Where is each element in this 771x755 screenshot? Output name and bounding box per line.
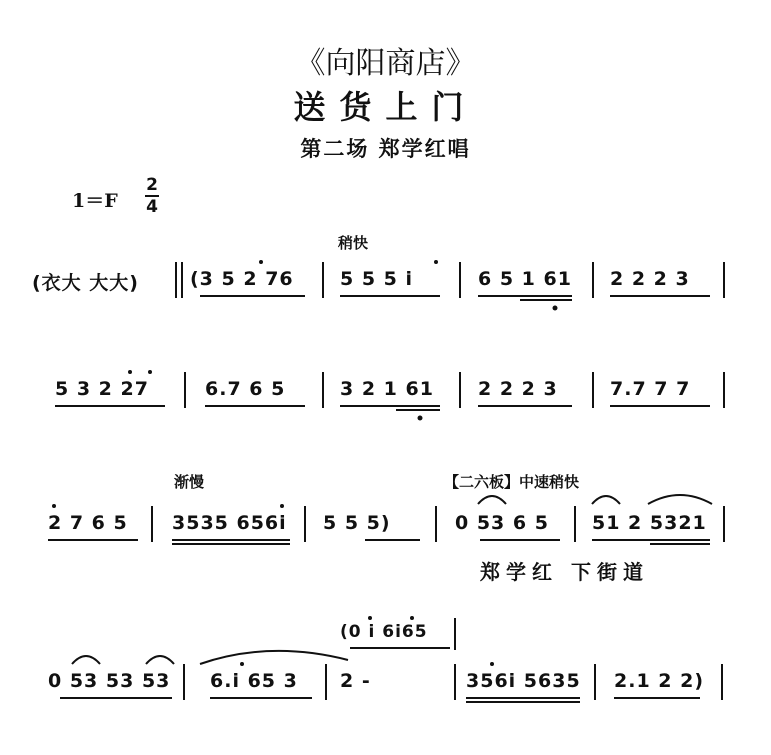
octave-dot <box>490 662 494 666</box>
octave-dot <box>259 260 263 264</box>
octave-dot <box>240 662 244 666</box>
measure-r3-1: 2 7 6 5 <box>48 512 128 534</box>
octave-dot <box>410 616 414 620</box>
measure-r1-5: 2 2 2 3 <box>610 268 690 290</box>
octave-dot <box>418 416 423 421</box>
measure-r4-5: 2.1 2 2) <box>614 670 705 692</box>
slur <box>72 656 100 664</box>
octave-dot <box>128 370 132 374</box>
octave-dot <box>280 504 284 508</box>
tempo-mark-1: 稍快 <box>338 234 369 252</box>
measure-r3-3: 5 5 5) <box>323 512 391 534</box>
key-signature: 1＝F <box>72 190 118 212</box>
octave-dot <box>368 616 372 620</box>
lyric-line-1: 郑学红 下街道 <box>480 560 649 584</box>
opera-title: 《向阳商店》 <box>295 46 476 81</box>
measure-r3-4: 0 53 6 5 <box>455 512 549 534</box>
parenthesized-passage: (0 i 6i65 <box>340 622 428 642</box>
slurs <box>72 495 712 664</box>
measure-r2-4: 2 2 2 3 <box>478 378 558 400</box>
octave-dots <box>52 260 558 666</box>
slur <box>592 496 620 504</box>
measure-r1-1: (衣大 大大) <box>32 272 139 294</box>
measure-r2-3: 3 2 1 61 <box>340 378 434 400</box>
measure-r1-4: 6 5 1 61 <box>478 268 572 290</box>
scene-credit: 第二场 郑学红唱 <box>300 137 471 161</box>
measure-r2-2: 6.7 6 5 <box>205 378 286 400</box>
slur <box>648 495 712 504</box>
tempo-mark-3: 【二六板】中速稍快 <box>444 473 580 491</box>
tempo-mark-2: 渐慢 <box>174 473 205 491</box>
slur <box>478 496 506 504</box>
measure-r3-5: 51 2 5321 <box>592 512 707 534</box>
measure-r1-2: (3 5 2 76 <box>190 268 294 290</box>
time-signature-bottom: 4 <box>146 197 158 217</box>
slur <box>200 651 348 664</box>
bar-lines <box>152 262 724 700</box>
slur <box>146 656 174 664</box>
octave-dot <box>553 306 558 311</box>
measure-r4-2: 6.i 65 3 <box>210 670 298 692</box>
measure-r4-3: 2 - <box>340 670 371 692</box>
song-title: 送货上门 <box>293 88 478 126</box>
underlines <box>48 296 710 702</box>
measure-r4-4: 356i 5635 <box>466 670 581 692</box>
measure-r1-3: 5 5 5 i <box>340 268 414 290</box>
measure-r2-5: 7.7 7 7 <box>610 378 691 400</box>
octave-dot <box>52 504 56 508</box>
measure-r2-1: 5 3 2 27 <box>55 378 149 400</box>
time-signature-top: 2 <box>146 175 158 195</box>
octave-dot <box>434 260 438 264</box>
octave-dot <box>148 370 152 374</box>
measure-r4-1: 0 53 53 53 <box>48 670 171 692</box>
measure-r3-2: 3535 656i <box>172 512 287 534</box>
